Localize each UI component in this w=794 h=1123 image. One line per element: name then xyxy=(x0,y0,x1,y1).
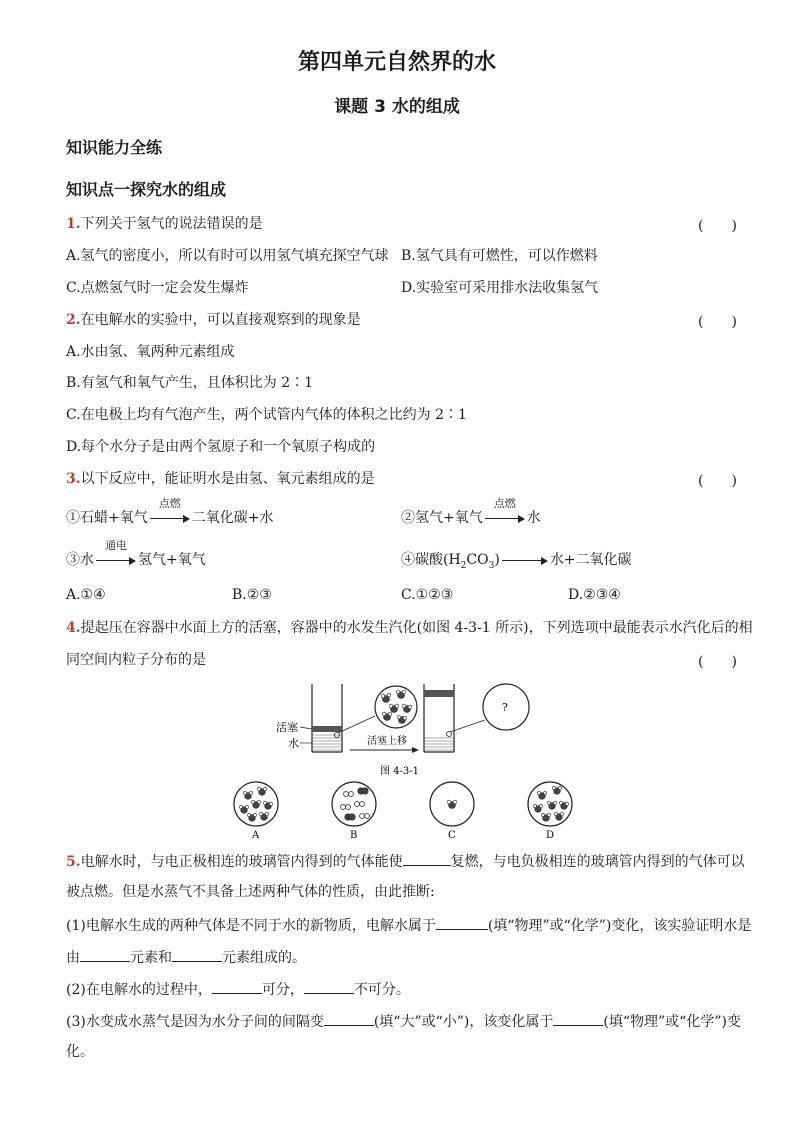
q1-option-c: C.点燃氢气时一定会发生爆炸 xyxy=(66,280,249,296)
unit-title: 第四单元自然界的水 xyxy=(297,50,496,75)
piston-label: 活塞 xyxy=(276,721,298,734)
q3-option-a: A.①④ xyxy=(66,587,106,603)
answer-bracket: ( ) xyxy=(698,473,737,489)
question-text: 电解水时，与电正极相连的玻璃管内得到的气体能使 xyxy=(80,854,403,870)
q3-option-b: B.②③ xyxy=(232,587,272,603)
question-number: 2. xyxy=(66,312,81,328)
question-text: 下列关于氢气的说法错误的是 xyxy=(80,216,263,232)
answer-blank[interactable] xyxy=(80,947,130,962)
question-number: 3. xyxy=(66,471,81,487)
question-number: 1. xyxy=(66,216,81,232)
q2-option-d: D.每个水分子是由两个氢原子和一个氧原子构成的 xyxy=(66,439,376,455)
reaction-arrow-icon xyxy=(485,497,525,522)
question-5-part1-cont: 由 元素和 元素组成的。 xyxy=(66,947,306,967)
question-text: 提起压在容器中水面上方的活塞，容器中的水发生汽化(如图 4-3-1 所示)，下列选项中最能表示水汽化后的相 xyxy=(80,620,753,636)
reaction-arrow-icon xyxy=(150,497,190,522)
q3-option-d: D.②③④ xyxy=(568,587,621,603)
q4-option-b-diagram xyxy=(332,782,376,840)
water-label: 水 xyxy=(288,737,299,750)
answer-bracket: ( ) xyxy=(698,218,737,234)
products: 氢气+氧气 xyxy=(138,552,206,568)
reactants: ②氢气+氧气 xyxy=(401,510,483,526)
answer-bracket: ( ) xyxy=(698,654,737,670)
question-4-stem-line1 xyxy=(66,619,753,637)
q2-option-a: A.水由氢、氧两种元素组成 xyxy=(66,344,235,360)
q1-option-d: D.实验室可采用排水法收集氢气 xyxy=(401,280,599,296)
products: 水+二氧化碳 xyxy=(549,552,632,568)
reactant-formula: ④碳酸$(H_2CO_3)$ xyxy=(401,552,500,571)
piston xyxy=(424,690,454,697)
question-text: 在电解水的实验中，可以直接观察到的现象是 xyxy=(80,312,361,328)
unknown-mark: ? xyxy=(502,701,508,714)
reaction-condition: 点燃 xyxy=(493,497,516,510)
answer-blank[interactable] xyxy=(324,1011,374,1026)
reaction-1 xyxy=(66,497,274,527)
question-2-stem xyxy=(66,311,361,329)
q1-option-a: A.氢气的密度小，所以有时可以用氢气填充探空气球 xyxy=(66,248,389,264)
question-text: 以下反应中，能证明水是由氢、氧元素组成的是 xyxy=(80,471,375,487)
container-after xyxy=(424,684,529,752)
question-1-stem xyxy=(66,215,263,233)
question-number: 5. xyxy=(66,854,81,870)
reaction-arrow-icon xyxy=(502,550,548,564)
reaction-2 xyxy=(401,497,541,527)
option-label: C xyxy=(448,830,456,840)
lesson-title: 课题 3 水的组成 xyxy=(334,97,460,117)
question-5-line1 xyxy=(66,851,745,871)
answer-bracket: ( ) xyxy=(698,314,737,330)
option-label: A xyxy=(252,830,260,840)
section-heading-knowledge-point: 知识点一探究水的组成 xyxy=(66,180,227,199)
q4-option-a-diagram xyxy=(234,782,278,840)
figure-caption: 图 4-3-1 xyxy=(380,766,420,777)
question-5-part1: (1)电解水生成的两种气体是不同于水的新物质，电解水属于 (填“物理”或“化学”)变化，该实验证明水是 xyxy=(66,915,751,935)
q4-option-c-diagram xyxy=(430,782,474,840)
reaction-condition: 通电 xyxy=(105,539,127,552)
reaction-condition: 点燃 xyxy=(158,497,181,510)
q2-option-c: C.在电极上均有气泡产生，两个试管内气体的体积之比约为 2∶1 xyxy=(66,407,467,423)
question-5-part3-cont: 化。 xyxy=(66,1044,94,1060)
answer-blank[interactable] xyxy=(553,1011,603,1026)
q4-option-d-diagram xyxy=(528,782,572,840)
answer-blank[interactable] xyxy=(304,979,354,994)
question-5-part2: (2)在电解水的过程中， 可分， 不可分。 xyxy=(66,979,410,999)
question-5-part3: (3)水变成水蒸气是因为水分子间的间隔变 (填“大”或“小”)，该变化属于 (填“物理”或“化学”)变 xyxy=(66,1011,741,1031)
q4-answer-options xyxy=(226,778,586,840)
products: 二氧化碳+水 xyxy=(191,510,274,526)
reactants: ①石蜡+氧气 xyxy=(66,510,148,526)
q1-option-b: B.氢气具有可燃性，可以作燃料 xyxy=(401,248,598,264)
piston-move-label: 活塞上移 xyxy=(367,736,407,747)
option-label: D xyxy=(546,830,555,840)
piston xyxy=(312,726,342,732)
products: 水 xyxy=(526,510,541,526)
q2-option-b: B.有氢气和氧气产生，且体积比为 2∶1 xyxy=(66,375,314,391)
question-3-stem xyxy=(66,470,375,488)
question-4-stem-line2: 同空间内粒子分布的是 xyxy=(66,652,206,668)
reaction-4 xyxy=(401,550,632,575)
reactants: ③水 xyxy=(66,552,94,568)
reaction-arrow-icon xyxy=(96,539,136,564)
question-5-line2: 被点燃。但是水蒸气不具备上述两种气体的性质，由此推断: xyxy=(66,884,435,900)
question-number: 4. xyxy=(66,620,81,636)
section-heading-practice: 知识能力全练 xyxy=(66,138,163,157)
question-text: 复燃，与电负极相连的玻璃管内得到的气体可以 xyxy=(450,854,745,870)
q3-option-c: C.①②③ xyxy=(401,587,454,603)
option-label: B xyxy=(350,830,358,840)
answer-blank[interactable] xyxy=(212,979,262,994)
answer-blank[interactable] xyxy=(403,851,451,866)
answer-blank[interactable] xyxy=(172,947,222,962)
reaction-3 xyxy=(66,539,206,569)
answer-blank[interactable] xyxy=(436,915,488,930)
